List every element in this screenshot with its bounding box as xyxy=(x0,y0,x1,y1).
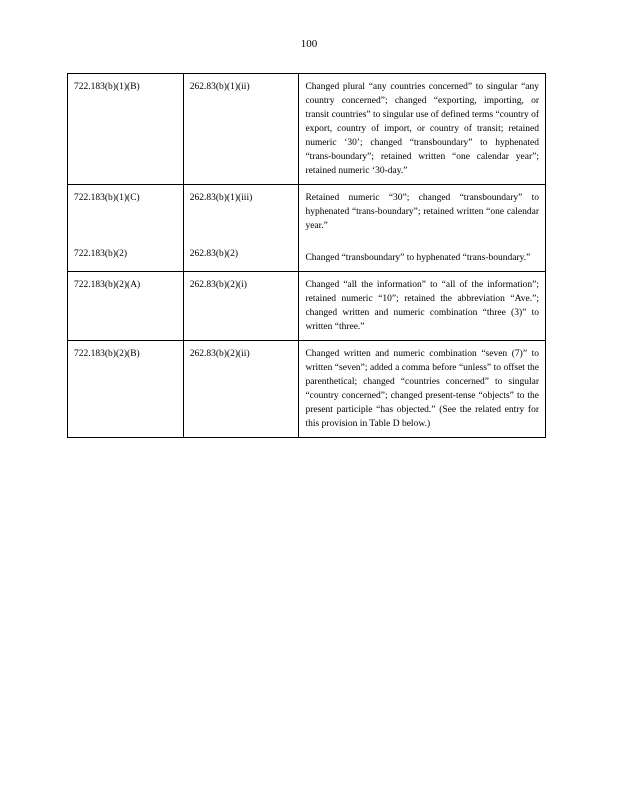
new-section: 262.83(b)(2)(ii) xyxy=(189,349,250,359)
old-section-cell xyxy=(68,272,184,341)
old-section-cell xyxy=(68,74,184,185)
new-section-cell xyxy=(183,341,299,438)
table-row xyxy=(68,74,546,185)
old-section: 722.183(b)(1)(B) xyxy=(74,82,140,92)
change-description: Retained numeric “30”; changed “transboundary” to hyphenated “trans-boundary”; retained written “one calendar year.” xyxy=(305,193,539,231)
new-section-cell xyxy=(183,272,299,341)
new-section: 262.83(b)(1)(iii) xyxy=(189,193,253,203)
new-section: 262.83(b)(2)(i) xyxy=(189,280,247,290)
new-section-cell xyxy=(183,74,299,185)
page-number: 100 xyxy=(300,38,318,50)
change-description-cell xyxy=(299,74,546,185)
old-section: 722.183(b)(2)(A) xyxy=(74,280,141,290)
amendment-table xyxy=(67,73,546,438)
old-section-cell xyxy=(68,341,184,438)
old-section: 722.183(b)(2) xyxy=(74,249,128,259)
old-section: 722.183(b)(1)(C) xyxy=(74,193,140,203)
change-description-cell xyxy=(299,185,546,272)
change-description: Changed “all the information” to “all of the information”; retained numeric “10”; retained the abbreviation “Ave.”; changed written and numeric combination “three (3)” to written “three.” xyxy=(305,280,539,332)
table-row xyxy=(68,341,546,438)
change-description: Changed plural “any countries concerned” to singular “any country concerned”; changed “exporting, importing, or transit countries” to singular use of defined terms “country of export, country of import, or country of transit; retained numeric ‘30’; changed “transboundary” to hyphenated “trans-boundary”; retained written “one calendar year”; retained numeric ‘30-day.” xyxy=(305,82,539,176)
table-row xyxy=(68,272,546,341)
change-description: Changed “transboundary” to hyphenated “trans-boundary.” xyxy=(305,253,531,263)
new-section-cell xyxy=(183,185,299,272)
change-description-cell xyxy=(299,272,546,341)
table-row xyxy=(68,185,546,272)
change-description: Changed written and numeric combination “seven (7)” to written “seven”; added a comma before “unless” to offset the parenthetical; changed “countries concerned” to singular “country concerned”; changed present-tense “objects” to the present participle “has objected.” (See the related entry for this provision in Table D below.) xyxy=(305,349,539,429)
old-section: 722.183(b)(2)(B) xyxy=(74,349,140,359)
change-description-cell xyxy=(299,341,546,438)
old-section-cell xyxy=(68,185,184,272)
new-section: 262.83(b)(1)(ii) xyxy=(189,82,250,92)
new-section: 262.83(b)(2) xyxy=(189,249,238,259)
